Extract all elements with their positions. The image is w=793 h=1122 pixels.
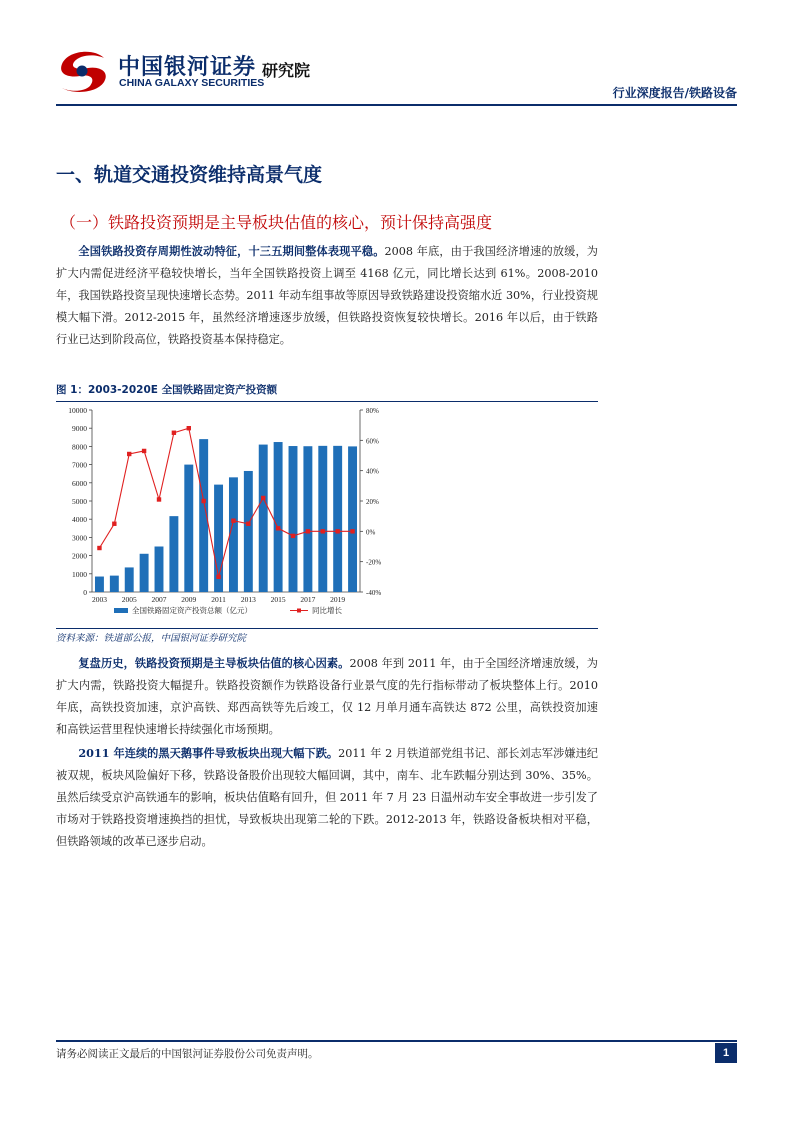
bar-2016 [289, 446, 298, 592]
section-heading: 一、轨道交通投资维持高景气度 [56, 164, 323, 186]
y-right-tick-label: -20% [366, 558, 382, 567]
y-left-tick-label: 3000 [72, 533, 87, 543]
x-tick-label: 2007 [151, 595, 167, 604]
paragraph-3 [56, 742, 598, 853]
bar-2015 [274, 442, 283, 592]
bar-2019 [333, 446, 342, 592]
bar-2009 [184, 465, 193, 592]
figure-source: 资料来源：铁道部公报，中国银河证券研究院 [56, 633, 247, 644]
y-left-tick-label: 6000 [72, 478, 87, 488]
disclaimer-text: 请务必阅读正文最后的中国银河证券股份公司免责声明。 [56, 1048, 319, 1060]
x-tick-label: 2011 [211, 595, 226, 604]
report-category: 行业深度报告/铁路设备 [612, 86, 737, 100]
legend-line-marker [297, 609, 301, 613]
x-tick-label: 2015 [270, 595, 286, 604]
y-left-tick-label: 1000 [72, 569, 87, 579]
growth-point-2018 [321, 529, 325, 533]
paragraph-1-body: 2008 年底，由于我国经济增速的放缓，为扩大内需促进经济平稳较快增长，当年全国铁路投资上调至 4168 亿元，同比增长达到 61%。2008-2010 年，我国铁路投资呈现快速增长态势。2011 年动车组事故等原因导致铁路建设投资缩水近 30%，行业投资规模大幅下滑。2012-2015 年，虽然经济增速逐步放缓，但铁路投资恢复较快增长。2016 年以后，由于铁路行业已达到阶段高位，铁路投资基本保持稳定。 [56, 245, 598, 346]
x-tick-label: 2009 [181, 595, 197, 604]
investment-chart [56, 400, 598, 626]
y-left-tick-label: 8000 [72, 442, 87, 452]
y-right-tick-label: 20% [366, 498, 379, 506]
growth-point-2014 [261, 496, 265, 500]
y-right-tick-label: 0% [366, 528, 376, 537]
legend-line-label: 同比增长 [312, 606, 342, 615]
header-divider [56, 104, 737, 106]
legend-bar-swatch [114, 608, 128, 613]
bar-2003 [95, 577, 104, 592]
y-right-tick-label: 60% [366, 437, 379, 446]
y-right-tick-label: -40% [366, 589, 382, 597]
logo-en-text: CHINA GALAXY SECURITIES [119, 77, 265, 89]
growth-point-2017 [306, 529, 310, 533]
y-right-tick-label: 40% [366, 467, 379, 476]
paragraph-2-body: 2008 年到 2011 年，由于全国经济增速放缓，为扩大内需，铁路投资大幅提升。铁路投资额作为铁路设备行业景气度的先行指标带动了板块整体上行。2010 年底，高铁投资加速，京沪高铁、郑西高铁等先后竣工，仅 12 月单月通车高铁达 872 公里，高铁投资加速和高铁运营里程快速增长持续强化市场预期。 [56, 657, 598, 736]
galaxy-logo-icon [56, 48, 110, 94]
paragraph-2 [56, 652, 598, 741]
bar-2007 [155, 547, 164, 593]
figure-divider [56, 628, 598, 629]
paragraph-2-lead: 复盘历史，铁路投资预期是主导板块估值的核心因素。 [78, 656, 350, 670]
y-left-tick-label: 10000 [68, 406, 87, 415]
x-tick-label: 2005 [121, 595, 137, 604]
growth-point-2012 [231, 519, 235, 523]
growth-point-2003 [97, 546, 101, 550]
x-tick-label: 2017 [300, 595, 316, 604]
growth-point-2019 [335, 529, 339, 533]
growth-point-2015 [276, 526, 280, 530]
bar-2017 [303, 446, 312, 592]
growth-point-2007 [157, 497, 161, 501]
bar-2012 [229, 477, 238, 592]
bar-2020E [348, 446, 357, 592]
bar-2014 [259, 445, 268, 592]
growth-point-2013 [246, 522, 250, 526]
growth-point-2009 [187, 426, 191, 430]
growth-point-2016 [291, 534, 295, 538]
paragraph-3-lead: 2011 年连续的黑天鹅事件导致板块出现大幅下跌。 [78, 746, 339, 760]
bar-2005 [125, 567, 134, 592]
bar-2018 [318, 446, 327, 592]
bar-2004 [110, 576, 119, 592]
subsection-heading: （一）铁路投资预期是主导板块估值的核心，预计保持高强度 [60, 213, 493, 232]
page-number: 1 [715, 1043, 737, 1063]
growth-point-2010 [201, 499, 205, 503]
paragraph-1 [56, 240, 598, 351]
logo-cn-text: 中国银河证券 [118, 55, 257, 80]
legend-bar-label: 全国铁路固定资产投资总额（亿元） [132, 606, 252, 615]
growth-point-2004 [112, 522, 116, 526]
growth-point-2006 [142, 449, 146, 453]
y-left-tick-label: 4000 [72, 515, 87, 525]
bar-2008 [169, 516, 178, 592]
bar-2006 [140, 554, 149, 592]
footer-divider [56, 1040, 737, 1042]
paragraph-3-body: 2011 年 2 月铁道部党组书记、部长刘志军涉嫌违纪被双规，板块风险偏好下移，铁路设备股价出现较大幅回调，其中，南车、北车跌幅分别达到 30%、35%。虽然后续受京沪高铁通车的影响，板块估值略有回升，但 2011 年 7 月 23 日温州动车安全事故进一步引发了市场对于铁路投资增速换挡的担忧，导致板块出现第二轮的下跌。2012-2013 年，铁路设备板块相对平稳，但铁路领域的改革已逐步启动。 [56, 747, 598, 848]
x-tick-label: 2003 [91, 595, 107, 604]
paragraph-1-lead: 全国铁路投资存周期性波动特征，十三五期间整体表现平稳。 [78, 244, 385, 258]
x-tick-label: 2013 [240, 595, 256, 604]
y-left-tick-label: 5000 [72, 497, 87, 506]
growth-point-2005 [127, 452, 131, 456]
y-left-tick-label: 0 [83, 588, 87, 597]
y-right-tick-label: 80% [366, 407, 379, 415]
company-logo [56, 44, 316, 96]
y-left-tick-label: 2000 [72, 551, 87, 561]
figure-title: 图 1：2003-2020E 全国铁路固定资产投资额 [56, 382, 598, 402]
bar-2013 [244, 471, 253, 592]
institute-label: 研究院 [262, 61, 311, 80]
growth-point-2008 [172, 431, 176, 435]
growth-line [99, 428, 352, 577]
y-left-tick-label: 9000 [72, 424, 87, 434]
growth-point-2011 [216, 575, 220, 579]
growth-point-2020E [350, 529, 354, 533]
x-tick-label: 2019 [330, 595, 346, 604]
y-left-tick-label: 7000 [72, 460, 87, 470]
